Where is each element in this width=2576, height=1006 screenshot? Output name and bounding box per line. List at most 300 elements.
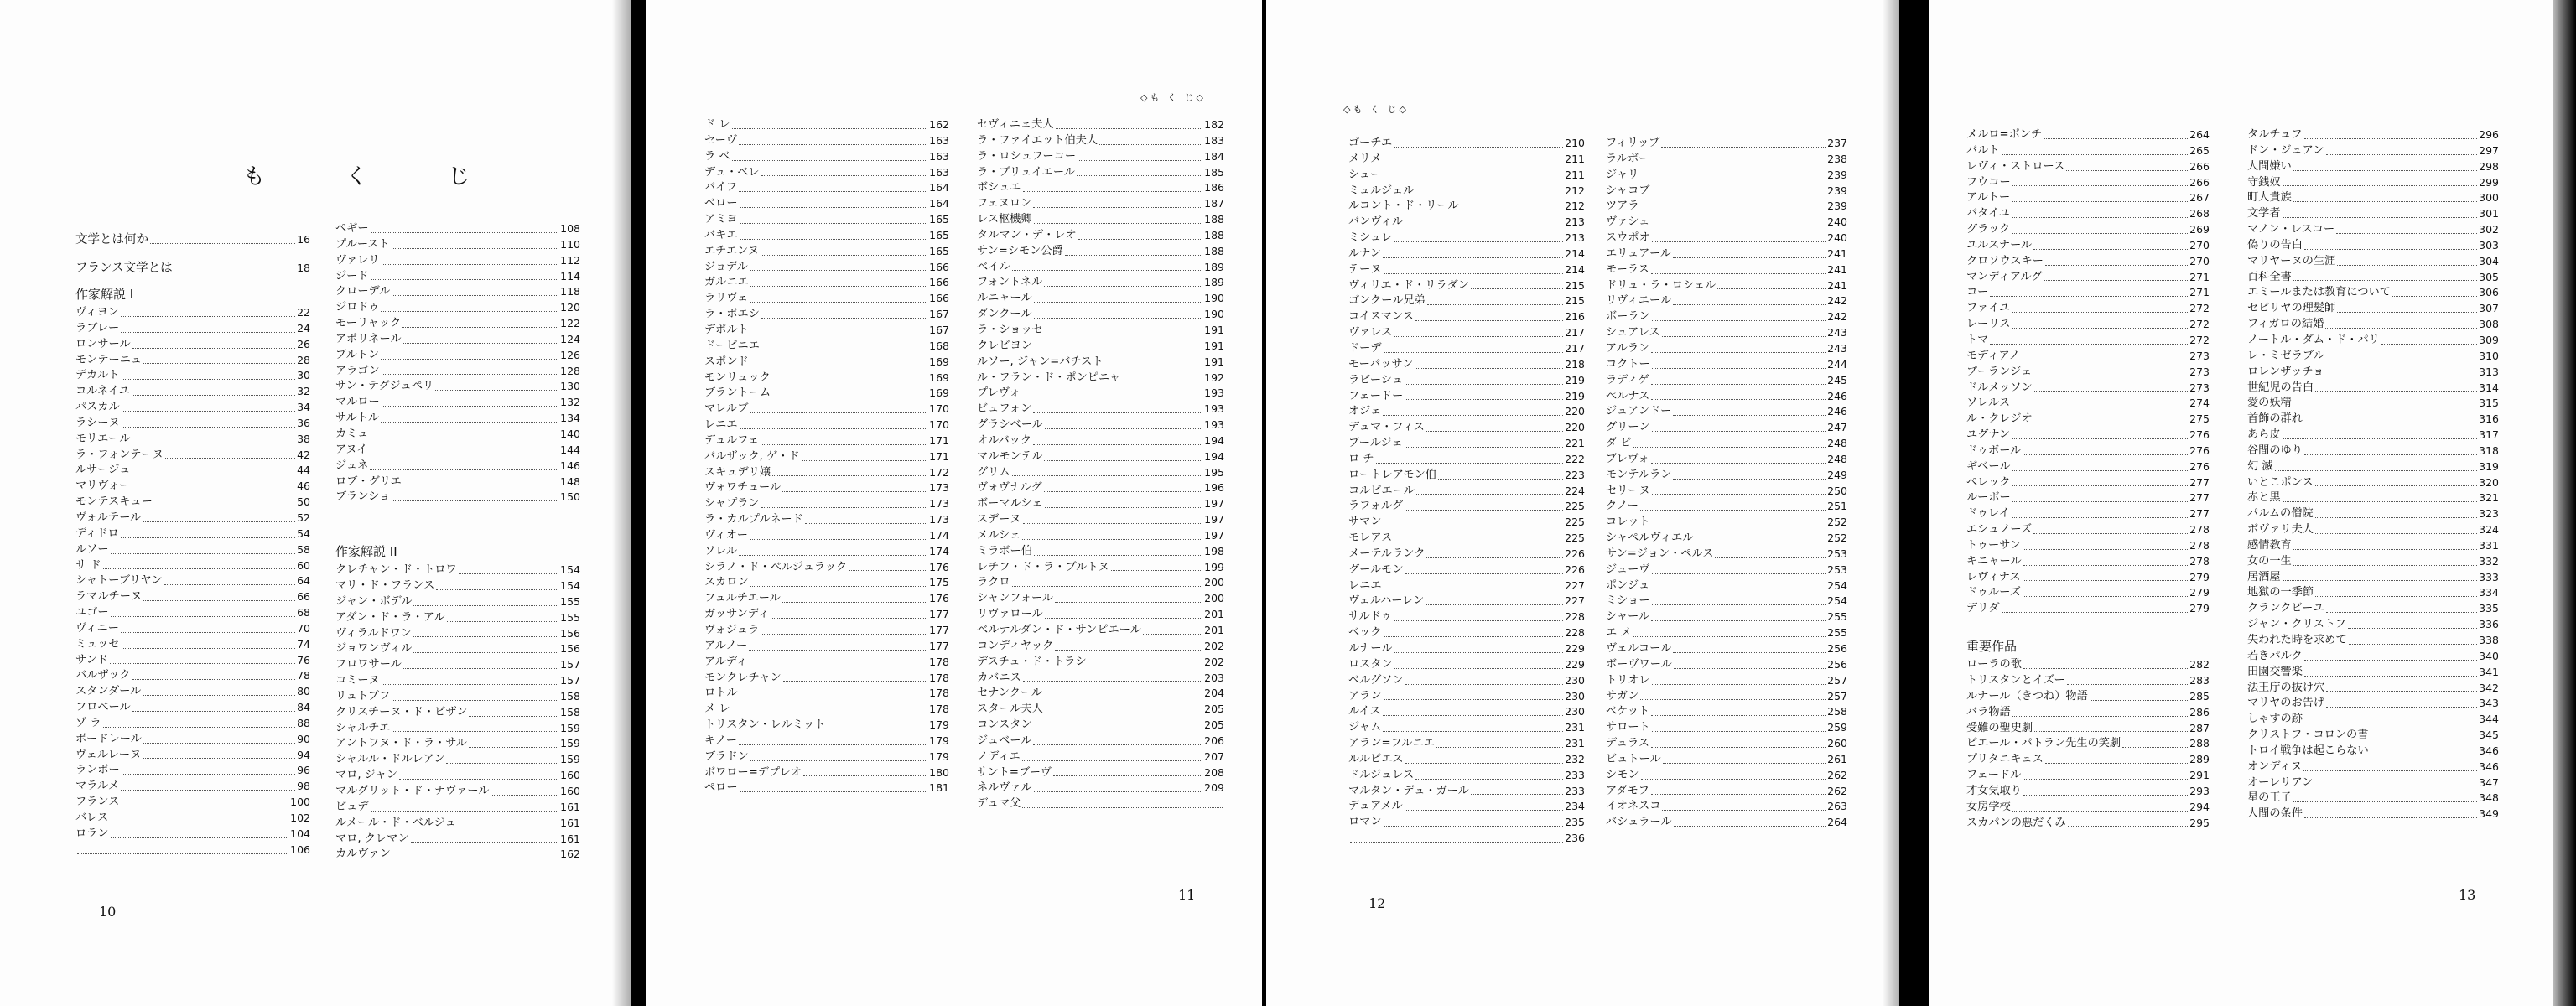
toc-entry-title: フォントネル xyxy=(977,276,1043,289)
toc-entry-page: 301 xyxy=(2479,207,2499,220)
dot-leader xyxy=(2293,801,2477,802)
toc-entry-page: 192 xyxy=(1204,371,1224,384)
toc-entry xyxy=(977,260,1224,276)
toc-entry-title: ディドロ xyxy=(75,526,119,540)
toc-entry-page: 118 xyxy=(560,285,580,298)
toc-entry xyxy=(704,718,949,734)
toc-entry-page: 163 xyxy=(929,133,949,147)
toc-entry-title: 田園交響楽 xyxy=(2247,665,2303,678)
toc-entry-page: 165 xyxy=(929,228,949,241)
page-title: も く じ xyxy=(243,164,507,189)
dot-leader xyxy=(103,727,296,728)
dot-leader xyxy=(1633,636,1826,637)
toc-entry-page: 173 xyxy=(929,481,949,495)
dot-leader xyxy=(1034,555,1202,556)
toc-entry-page: 66 xyxy=(297,590,310,604)
toc-entry xyxy=(2247,396,2499,412)
dot-leader xyxy=(1044,286,1202,287)
toc-entry-title: ロンサール xyxy=(75,337,131,350)
toc-entry-page: 317 xyxy=(2479,428,2499,442)
toc-entry-title: 女房学校 xyxy=(1966,800,2011,813)
toc-entry-title: ミシュレ xyxy=(1348,231,1393,245)
toc-entry-page: 186 xyxy=(1204,181,1224,194)
toc-entry xyxy=(1348,168,1585,184)
toc-entry xyxy=(335,395,580,411)
toc-entry xyxy=(75,416,310,432)
toc-entry-title: トリオレ xyxy=(1606,673,1650,687)
toc-entry xyxy=(1606,547,1847,563)
toc-entry xyxy=(2247,775,2499,791)
toc-entry-page: 171 xyxy=(929,433,949,447)
toc-entry-page: 211 xyxy=(1565,168,1585,181)
dot-leader xyxy=(761,507,927,508)
toc-entry-title: ガルニエ xyxy=(704,276,749,289)
toc-entry-page: 179 xyxy=(929,734,949,747)
toc-entry-title: テーヌ xyxy=(1348,262,1382,276)
toc-entry-page: 273 xyxy=(2189,365,2210,378)
toc-entry xyxy=(1348,404,1585,420)
toc-entry-page: 345 xyxy=(2479,729,2499,742)
toc-entry-page: 279 xyxy=(2189,570,2210,583)
toc-entry-page: 206 xyxy=(1204,734,1224,747)
toc-entry-page: 144 xyxy=(560,443,580,456)
dot-leader xyxy=(1383,731,1563,732)
toc-entry-page: 102 xyxy=(290,812,310,824)
toc-entry-page: 201 xyxy=(1204,608,1224,621)
toc-entry xyxy=(2247,254,2499,270)
dot-leader xyxy=(1674,826,1826,827)
toc-entry-page: 226 xyxy=(1565,547,1585,560)
dot-leader xyxy=(2293,549,2477,550)
toc-entry xyxy=(75,684,310,700)
toc-entry xyxy=(704,496,949,512)
dot-leader xyxy=(1662,336,1826,337)
dot-leader xyxy=(1111,570,1202,571)
toc-entry xyxy=(1606,293,1847,309)
toc-entry-page: 227 xyxy=(1565,594,1585,608)
toc-entry xyxy=(1606,594,1847,609)
dot-leader xyxy=(2023,596,2188,597)
toc-entry-title: モーラス xyxy=(1606,262,1649,276)
toc-entry-page: 220 xyxy=(1565,405,1585,418)
toc-entry-title: セビリヤの理髪師 xyxy=(2247,302,2336,315)
toc-entry-title: サン=ジョン・ペルス xyxy=(1606,547,1714,560)
toc-entry xyxy=(1606,784,1847,800)
dot-leader xyxy=(1640,510,1826,511)
toc-entry-title: ルコント・ド・リール xyxy=(1348,200,1459,213)
toc-entry-page: 165 xyxy=(929,213,949,226)
toc-entry-page: 300 xyxy=(2479,191,2499,205)
toc-entry-title: デュアメル xyxy=(1348,800,1403,813)
dot-leader xyxy=(1023,191,1203,192)
toc-entry-page: 310 xyxy=(2479,349,2499,362)
dot-leader xyxy=(1717,288,1826,289)
dot-leader xyxy=(150,243,295,244)
toc-entry-title: レニエ xyxy=(704,418,738,432)
toc-entry-title: ヴェルコール xyxy=(1606,642,1672,655)
toc-entry xyxy=(75,811,310,827)
toc-entry xyxy=(1606,152,1847,168)
dot-leader xyxy=(469,716,558,717)
toc-entry-title: ユグナン xyxy=(1966,428,2011,442)
toc-entry-page: 321 xyxy=(2479,491,2499,505)
toc-entry-page: 165 xyxy=(929,244,949,257)
toc-entry-page: 333 xyxy=(2479,570,2499,583)
dot-leader xyxy=(459,573,558,574)
toc-entry-title: ジャム xyxy=(1348,721,1382,734)
toc-entry xyxy=(704,591,949,607)
dot-leader xyxy=(1651,747,1826,748)
dot-leader xyxy=(1652,241,1826,242)
toc-entry-title: 居酒屋 xyxy=(2247,570,2281,583)
page-10-col-left xyxy=(75,220,310,858)
dot-leader xyxy=(1641,779,1826,780)
toc-entry-page: 214 xyxy=(1565,262,1585,276)
toc-entry-title: ユルスナール xyxy=(1966,238,2033,252)
toc-entry-page: 348 xyxy=(2479,791,2499,805)
page-13-col-right xyxy=(2247,127,2499,822)
dot-leader xyxy=(1022,760,1202,761)
dot-leader xyxy=(750,270,927,271)
toc-entry-title: クレチャン・ド・トロワ xyxy=(335,563,457,577)
toc-entry xyxy=(2247,381,2499,397)
toc-entry-title: ロブ・グリエ xyxy=(335,474,402,488)
dot-leader xyxy=(1055,602,1202,603)
dot-leader xyxy=(2326,154,2478,155)
toc-entry xyxy=(2247,791,2499,806)
toc-entry xyxy=(1348,309,1585,325)
toc-entry-title: イオネスコ xyxy=(1606,800,1661,813)
dot-leader xyxy=(739,144,927,145)
toc-entry xyxy=(704,655,949,671)
toc-entry-page: 251 xyxy=(1827,500,1847,513)
toc-entry-page: 18 xyxy=(297,262,310,275)
dot-leader xyxy=(1394,652,1564,653)
toc-entry xyxy=(977,686,1224,702)
toc-entry xyxy=(1966,490,2210,506)
toc-entry xyxy=(2247,475,2499,491)
toc-entry xyxy=(704,133,949,149)
toc-entry-page: 230 xyxy=(1565,673,1585,687)
dot-leader xyxy=(2122,747,2188,748)
toc-entry-page: 278 xyxy=(2189,554,2210,568)
toc-entry xyxy=(977,496,1224,512)
toc-entry-title: バンヴィル xyxy=(1348,215,1404,229)
toc-entry-page: 174 xyxy=(929,544,949,557)
toc-entry xyxy=(977,212,1224,228)
page-10 xyxy=(0,0,631,1006)
dot-leader xyxy=(2066,170,2188,171)
toc-entry-page: 277 xyxy=(2189,475,2210,489)
toc-entry-page: 88 xyxy=(297,716,310,729)
dot-leader xyxy=(1663,763,1826,764)
dot-leader xyxy=(1651,620,1826,621)
dot-leader xyxy=(2012,811,2188,812)
dot-leader xyxy=(2392,296,2477,297)
dot-leader xyxy=(1099,144,1202,145)
toc-entry xyxy=(1966,816,2210,832)
dot-leader xyxy=(749,650,927,651)
toc-entry-title: ドリュ・ラ・ロシェル xyxy=(1606,278,1716,292)
dot-leader xyxy=(2033,533,2188,534)
dot-leader xyxy=(1033,744,1202,745)
toc-entry-page: 140 xyxy=(560,427,580,440)
toc-entry xyxy=(1348,484,1585,500)
dot-leader xyxy=(1045,428,1202,429)
toc-entry-page: 243 xyxy=(1827,341,1847,355)
dot-leader xyxy=(2326,612,2478,613)
dot-leader xyxy=(381,311,558,312)
toc-entry xyxy=(1348,420,1585,436)
toc-entry-title: エミールまたは教育について xyxy=(2247,286,2391,299)
toc-entry xyxy=(75,589,310,605)
toc-entry-page: 256 xyxy=(1827,657,1847,671)
toc-entry-page: 176 xyxy=(929,560,949,573)
toc-entry xyxy=(75,763,310,779)
toc-entry xyxy=(977,480,1224,496)
toc-entry-page: 265 xyxy=(2189,143,2210,157)
toc-entry-title: ボーマルシェ xyxy=(977,497,1043,511)
toc-entry xyxy=(1966,570,2210,586)
toc-entry-title: バルザック, ゲ・ド xyxy=(704,449,800,463)
toc-entry-page: 278 xyxy=(2189,523,2210,537)
toc-entry xyxy=(704,291,949,307)
toc-entry-page: 216 xyxy=(1565,310,1585,324)
dot-leader xyxy=(1438,479,1563,480)
toc-entry-title: ベルナルダン・ド・サンピエール xyxy=(977,624,1141,636)
toc-entry xyxy=(1966,349,2210,365)
toc-entry-page: 262 xyxy=(1827,784,1847,797)
toc-entry-title: あら皮 xyxy=(2247,428,2281,442)
dot-leader xyxy=(491,795,558,796)
toc-entry xyxy=(75,463,310,479)
toc-entry-title: ラ・ショッセ xyxy=(977,323,1043,336)
toc-entry-title: アルラン xyxy=(1606,341,1650,355)
toc-entry-page: 293 xyxy=(2189,784,2210,797)
toc-entry xyxy=(1966,190,2210,206)
toc-entry-title: プレヴォ xyxy=(977,386,1021,400)
dot-leader xyxy=(750,760,927,761)
toc-entry xyxy=(335,348,580,364)
dot-leader xyxy=(1383,257,1563,258)
dot-leader xyxy=(1990,296,2188,297)
toc-entry-page: 104 xyxy=(290,827,310,840)
toc-entry-title: ラ・フォンテーヌ xyxy=(75,448,164,461)
dot-leader xyxy=(382,374,558,375)
toc-entry-title: クローデル xyxy=(335,285,391,298)
dot-leader xyxy=(2283,217,2478,218)
toc-entry xyxy=(2247,222,2499,238)
toc-entry xyxy=(1348,199,1585,215)
toc-entry-title: シャコブ xyxy=(1606,184,1650,197)
dot-leader xyxy=(740,791,928,792)
toc-entry xyxy=(977,244,1224,260)
toc-entry-page: 313 xyxy=(2479,365,2499,378)
toc-entry xyxy=(1966,333,2210,349)
toc-entry-title: 失われた時を求めて xyxy=(2247,634,2347,646)
toc-entry-title: ゴンクール兄弟 xyxy=(1348,294,1426,308)
toc-entry-page: 246 xyxy=(1827,389,1847,402)
dot-leader xyxy=(1651,273,1826,274)
toc-entry-title: マルタン・デュ・ガール xyxy=(1348,784,1469,797)
toc-entry-title: フィガロの結婚 xyxy=(2247,318,2324,331)
toc-entry xyxy=(704,560,949,576)
toc-entry-title: ペロー xyxy=(704,781,738,795)
toc-entry xyxy=(2247,127,2499,143)
toc-entry xyxy=(1606,720,1847,736)
toc-entry-title: エリュアール xyxy=(1606,246,1672,260)
dot-leader xyxy=(382,264,559,265)
toc-entry-page: 90 xyxy=(297,732,310,745)
dot-leader xyxy=(2283,580,2478,581)
dot-leader xyxy=(164,584,295,585)
dot-leader xyxy=(740,239,928,240)
toc-entry-page: 164 xyxy=(929,181,949,194)
toc-entry-title: アルディ xyxy=(704,655,748,668)
toc-entry-page: 269 xyxy=(2189,223,2210,236)
toc-entry xyxy=(977,323,1224,339)
toc-entry xyxy=(1606,625,1847,641)
dot-leader xyxy=(1416,494,1563,495)
toc-entry xyxy=(1966,381,2210,397)
toc-entry xyxy=(75,795,310,811)
toc-entry-page: 279 xyxy=(2189,586,2210,599)
toc-entry-page: 178 xyxy=(929,655,949,668)
toc-entry-title: フェードル xyxy=(1966,769,2022,782)
toc-entry xyxy=(977,702,1224,718)
toc-entry-title: シュー xyxy=(1348,168,1382,181)
toc-entry-page: 254 xyxy=(1827,578,1847,592)
toc-entry-title: ジャリ xyxy=(1606,168,1639,181)
toc-entry-page: 193 xyxy=(1204,402,1224,416)
dot-leader xyxy=(381,359,558,360)
dot-leader xyxy=(750,302,927,303)
toc-entry xyxy=(75,432,310,448)
dot-leader xyxy=(2034,391,2188,392)
toc-entry xyxy=(1966,175,2210,191)
toc-entry-page: 241 xyxy=(1827,262,1847,276)
toc-entry-title: サロート xyxy=(1606,721,1650,734)
toc-entry-page: 164 xyxy=(929,197,949,210)
toc-entry-page: 80 xyxy=(297,685,310,698)
toc-entry-page: 294 xyxy=(2189,800,2210,813)
dot-leader xyxy=(143,695,295,696)
toc-entry xyxy=(1966,159,2210,175)
toc-entry-title: フィリップ xyxy=(1606,137,1660,149)
dot-leader xyxy=(111,616,296,617)
toc-entry-page: 70 xyxy=(297,621,310,635)
toc-entry xyxy=(1606,657,1847,673)
dot-leader xyxy=(739,555,927,556)
toc-entry-page: 257 xyxy=(1827,689,1847,703)
toc-entry-page: 316 xyxy=(2479,412,2499,426)
dot-leader xyxy=(1023,681,1202,682)
toc-entry-title: ドーデ xyxy=(1348,341,1382,355)
toc-entry-title: ロートレアモン伯 xyxy=(1348,468,1436,481)
toc-entry-title: プリタニキュス xyxy=(1966,753,2044,766)
toc-entry-title: シラノ・ド・ベルジュラック xyxy=(704,560,848,573)
dot-leader xyxy=(382,406,558,407)
toc-entry xyxy=(335,752,580,768)
dot-leader xyxy=(1033,207,1202,208)
toc-entry xyxy=(704,355,949,371)
toc-entry xyxy=(1966,768,2210,784)
toc-entry-page: 78 xyxy=(297,669,310,682)
toc-entry-page: 202 xyxy=(1204,655,1224,668)
dot-leader xyxy=(1662,810,1826,811)
toc-entry xyxy=(1966,428,2210,443)
dot-leader xyxy=(1651,715,1826,716)
toc-entry-title: プーランジェ xyxy=(1966,365,2033,378)
toc-entry xyxy=(335,379,580,395)
toc-entry-title: トマ xyxy=(1966,333,1989,346)
dot-leader xyxy=(1405,810,1563,811)
toc-entry xyxy=(1966,127,2210,143)
toc-entry xyxy=(977,512,1224,528)
toc-entry-page: 349 xyxy=(2479,807,2499,821)
page-12 xyxy=(1266,0,1899,1006)
toc-entry-page: 331 xyxy=(2479,538,2499,552)
toc-entry-title: マルモンテル xyxy=(977,449,1043,463)
toc-entry xyxy=(977,607,1224,623)
toc-entry-title: デュルフェ xyxy=(704,433,759,447)
toc-entry xyxy=(2247,190,2499,206)
toc-entry-page: 159 xyxy=(560,753,580,766)
toc-entry-title: アダモフ xyxy=(1606,784,1649,797)
toc-entry-title: マレルブ xyxy=(704,402,749,416)
toc-entry-title: バイフ xyxy=(704,181,738,194)
toc-entry-page: 238 xyxy=(1827,152,1847,165)
toc-entry-page: 205 xyxy=(1204,703,1224,716)
dot-leader xyxy=(1384,826,1564,827)
dot-leader xyxy=(2283,438,2478,439)
toc-entry xyxy=(1606,736,1847,752)
toc-entry-page: 212 xyxy=(1565,184,1585,197)
toc-entry-title: ジューヴ xyxy=(1606,563,1650,576)
toc-entry-title: レ・ミゼラブル xyxy=(2247,349,2324,362)
toc-entry-title: ヴィヨン xyxy=(75,306,119,319)
toc-entry-page: 249 xyxy=(1827,468,1847,481)
toc-entry-title: デカルト xyxy=(75,369,120,382)
dot-leader xyxy=(1651,794,1826,795)
toc-entry-title: デュマ父 xyxy=(977,797,1021,811)
toc-entry-title: ポンジュ xyxy=(1606,578,1650,592)
toc-entry-page: 270 xyxy=(2189,238,2210,252)
toc-entry-title: バレス xyxy=(75,812,109,824)
toc-entry xyxy=(704,371,949,386)
dot-leader xyxy=(1405,399,1563,400)
toc-entry-title: メーテルランク xyxy=(1348,547,1426,560)
toc-entry-page: 194 xyxy=(1204,433,1224,447)
toc-entry xyxy=(704,686,949,702)
toc-entry-page: 211 xyxy=(1565,152,1585,165)
dot-leader xyxy=(1405,573,1563,574)
dot-leader xyxy=(1715,557,1826,558)
toc-entry-title: ラ・カルプルネード xyxy=(704,513,803,526)
dot-leader xyxy=(1405,447,1563,448)
toc-entry-title: ラ・ブリュイエール xyxy=(977,165,1075,179)
toc-entry xyxy=(75,305,310,321)
toc-entry xyxy=(1348,563,1585,578)
toc-entry-title: サガン xyxy=(1606,689,1639,703)
toc-entry-page: 96 xyxy=(297,764,310,777)
toc-entry xyxy=(1348,293,1585,309)
dot-leader xyxy=(2293,201,2477,202)
toc-entry-title: フェヌロン xyxy=(977,197,1032,210)
toc-entry-page: 197 xyxy=(1204,497,1224,511)
dot-leader xyxy=(165,458,295,459)
toc-entry-page: 226 xyxy=(1565,563,1585,576)
